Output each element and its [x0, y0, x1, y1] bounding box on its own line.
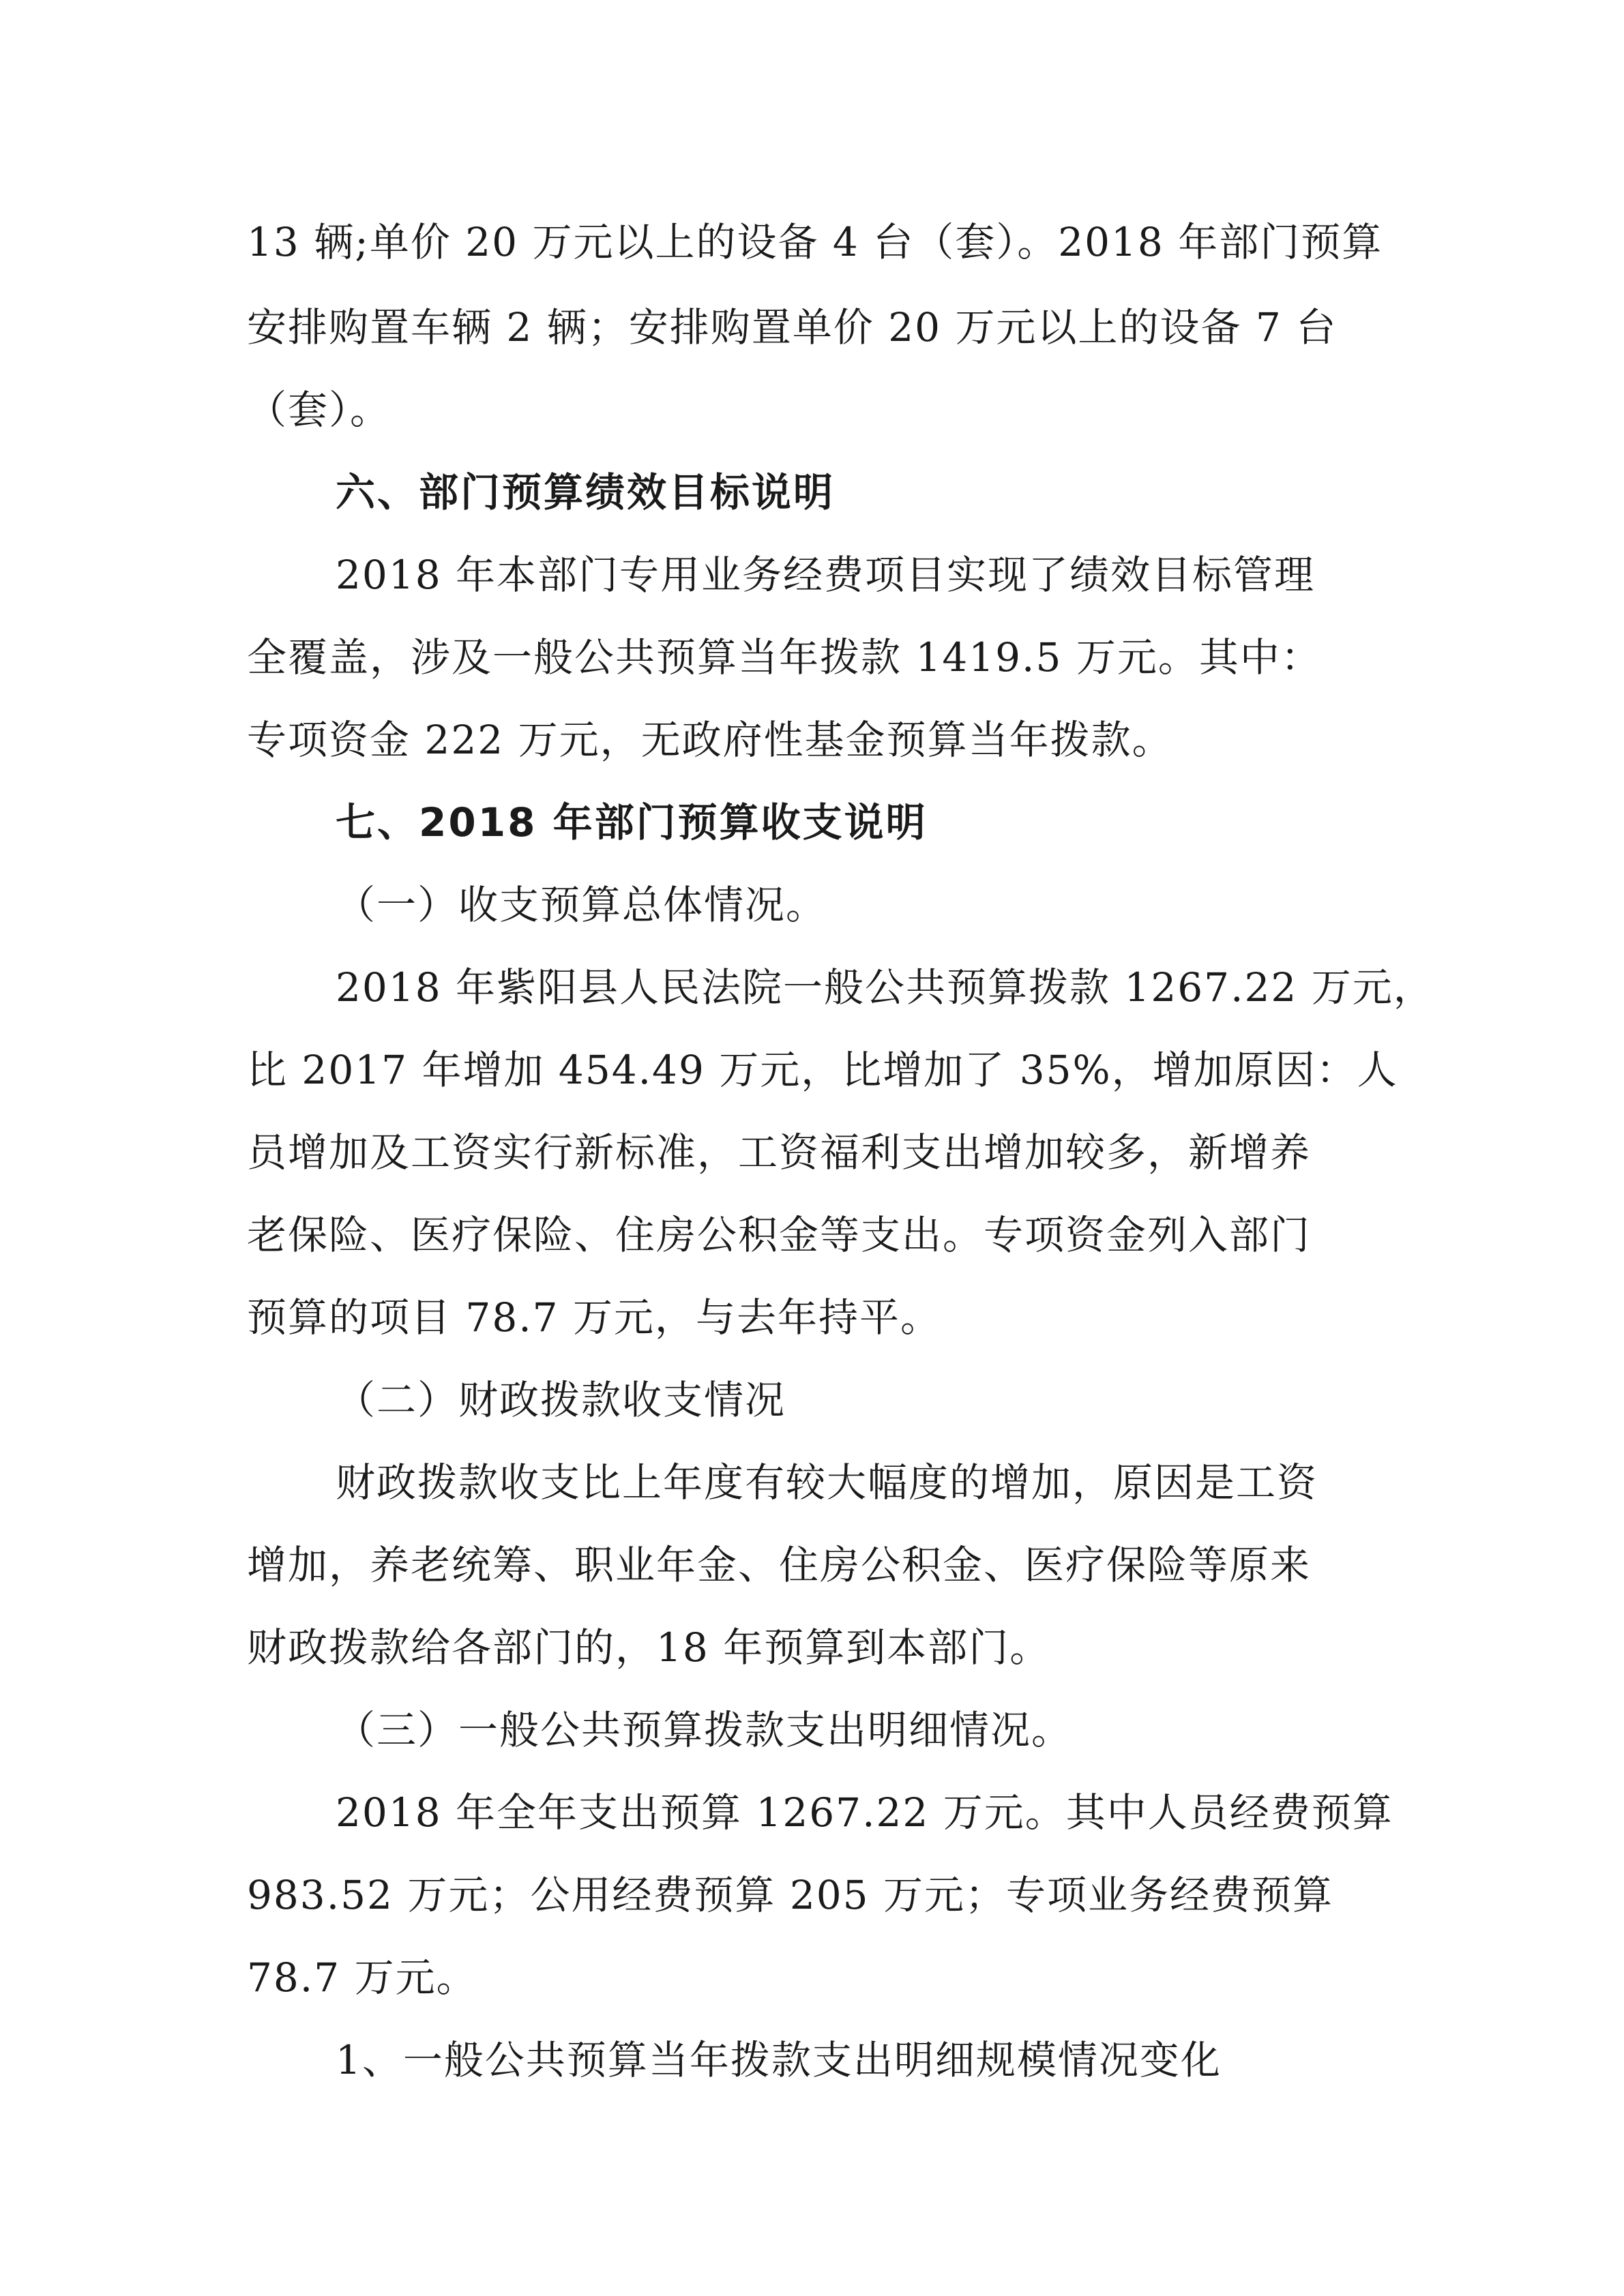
body-line-17: 78.7 万元。	[247, 1954, 477, 2001]
section-heading-7: 七、2018 年部门预算收支说明	[336, 799, 928, 846]
body-line-2: 安排购置车辆 2 辆；安排购置单价 20 万元以上的设备 7 台	[247, 304, 1338, 351]
body-line-8: 比 2017 年增加 454.49 万元，比增加了 35%，增加原因：人	[247, 1047, 1398, 1093]
section-heading-6: 六、部门预算绩效目标说明	[336, 469, 836, 516]
body-line-15: 2018 年全年支出预算 1267.22 万元。其中人员经费预算	[336, 1789, 1393, 1836]
body-line-7: 2018 年紫阳县人民法院一般公共预算拨款 1267.22 万元，	[336, 964, 1434, 1011]
body-line-6: 专项资金 222 万元，无政府性基金预算当年拨款。	[247, 717, 1173, 763]
subheading-2: （二）财政拨款收支情况	[336, 1377, 786, 1423]
body-line-13: 增加，养老统筹、职业年金、住房公积金、医疗保险等原来	[247, 1542, 1312, 1588]
body-line-16: 983.52 万元；公用经费预算 205 万元；专项业务经费预算	[247, 1872, 1333, 1918]
body-line-4: 2018 年本部门专用业务经费项目实现了绩效目标管理	[336, 552, 1316, 598]
body-line-9: 员增加及工资实行新标准，工资福利支出增加较多，新增养	[247, 1129, 1312, 1176]
body-line-1: 13 辆;单价 20 万元以上的设备 4 台（套）。2018 年部门预算	[247, 219, 1383, 265]
body-line-11: 预算的项目 78.7 万元，与去年持平。	[247, 1294, 942, 1341]
subheading-3: （三）一般公共预算拨款支出明细情况。	[336, 1707, 1073, 1753]
body-line-10: 老保险、医疗保险、住房公积金等支出。专项资金列入部门	[247, 1212, 1312, 1258]
numbered-item-1: 1、一般公共预算当年拨款支出明细规模情况变化	[336, 2037, 1222, 2083]
body-line-3: （套）。	[247, 387, 392, 433]
body-line-5: 全覆盖，涉及一般公共预算当年拨款 1419.5 万元。其中：	[247, 634, 1322, 681]
body-line-12: 财政拨款收支比上年度有较大幅度的增加，原因是工资	[336, 1459, 1318, 1506]
subheading-1: （一）收支预算总体情况。	[336, 882, 827, 928]
body-line-14: 财政拨款给各部门的，18 年预算到本部门。	[247, 1624, 1051, 1671]
